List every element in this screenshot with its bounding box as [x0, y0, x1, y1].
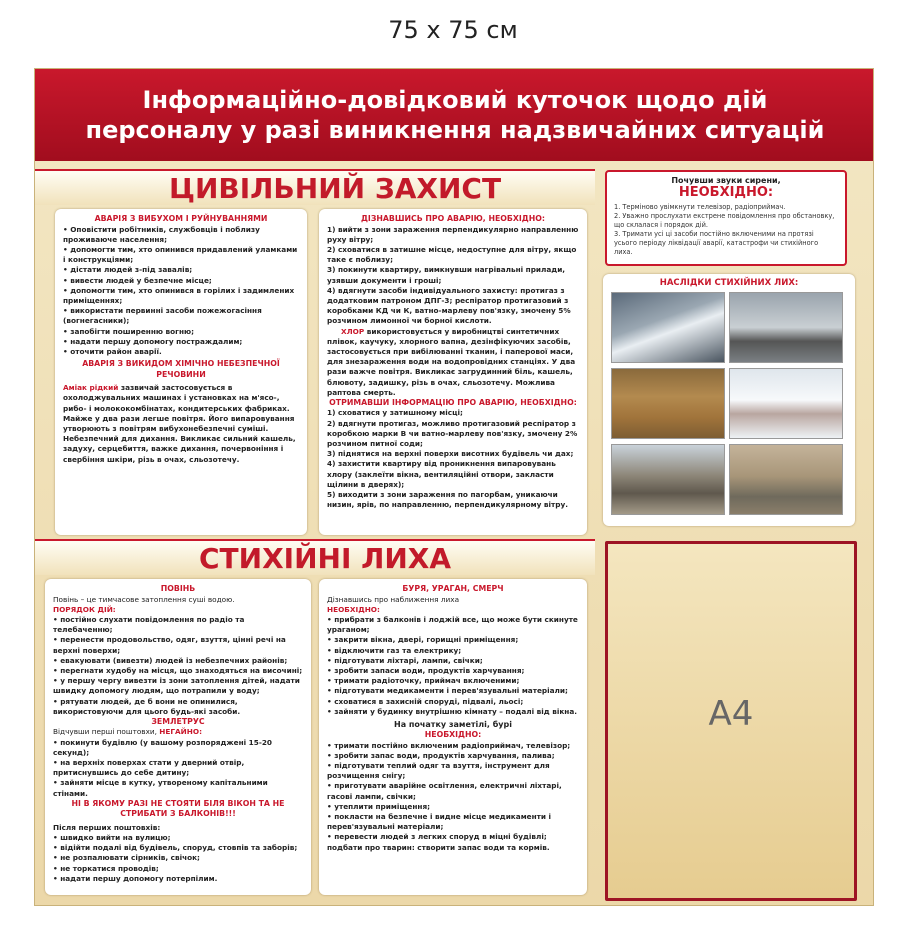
warning-text: НІ В ЯКОМУ РАЗІ НЕ СТОЯТИ БІЛЯ ВІКОН ТА НЕ СТРИБАТИ З БАЛКОНІВ!!!: [71, 798, 285, 819]
ammonia-text: зазвичай застосовується в охолоджувальних машинах і установках на м'ясо-, рибо- і молококомбінатах, кондитерських фабриках. Майже у два рази легше повітря. Його випаровування утворюють з повітрям вибухонебезпечні суміші. Небезпечний для дихання. Викликає сильний кашель, задуху, серцебиття, важке дихання, почервоніння і свербіння шкіри, різь в очах, сльозотечу.: [63, 383, 296, 464]
explosion-panel: [55, 209, 307, 535]
list-item: 4) захистити квартиру від проникнення випаровувань хлору (заклеїти вікна, вентиляційні отвори, закласти щілини в дверях);: [327, 459, 556, 489]
quake-intro: Відчувши перші поштовхи, НЕГАЙНО:: [53, 727, 203, 737]
earthquake-heading: ЗЕМЛЕТРУС: [151, 716, 205, 726]
list-item: • прибрати з балконів і лоджій все, що може бути скинуте ураганом;: [327, 614, 578, 635]
consequences-heading: НАСЛІДКИ СТИХІЙНИХ ЛИХ:: [659, 278, 799, 288]
list-item: • відійти подалі від будівель, споруд, стовпів та заборів;: [53, 843, 298, 853]
blizzard-heading: На початку заметілі, бурі: [394, 719, 512, 729]
accident-list: [327, 225, 579, 327]
siren-title-1: Почувши звуки сирени,: [671, 176, 781, 185]
storm-need: НЕОБХІДНО:: [327, 604, 380, 614]
list-item: • зайняти у будинку внутрішню кімнату – подалі від вікна.: [327, 706, 578, 716]
list-item: • приготувати аварійне освітлення, електричні ліхтарі, гасові лампи, свічки;: [327, 781, 562, 801]
list-item: 3) піднятися на верхні поверхи висотних будівель чи дах;: [327, 449, 574, 459]
info-received-heading: ОТРИМАВШИ ІНФОРМАЦІЮ ПРО АВАРІЮ, НЕОБХІДНО:: [329, 397, 577, 407]
list-item: 1. Терміново увімкнути телевізор, радіоприймач.: [614, 203, 786, 211]
size-label: 75 x 75 см: [388, 16, 518, 44]
flooded-street-photo: [729, 444, 843, 515]
list-item: • запобігти поширенню вогню;: [63, 326, 195, 336]
header-line-2: персоналу у разі виникнення надзвичайних ситуацій: [85, 116, 825, 144]
list-item: • зробити запаси води, продуктів харчування;: [327, 665, 525, 675]
chlorine-word: ХЛОР: [341, 326, 365, 336]
list-item: • підготувати ліхтарі, лампи, свічки;: [327, 655, 483, 665]
chemical-heading: АВАРІЯ З ВИКИДОМ ХІМІЧНО НЕБЕЗПЕЧНОЇ РЕЧОВИНИ: [82, 359, 280, 379]
natural-section-title: СТИХІЙНІ ЛИХА: [35, 539, 595, 575]
list-item: 5) виходити з зони зараження по пагорбам, уникаючи низин, ярів, по направленню, перпендикулярному вітру.: [327, 490, 568, 510]
siren-title-2: НЕОБХІДНО:: [678, 185, 774, 200]
ammonia-word: Аміак рідкий: [63, 383, 119, 393]
list-item: • евакуювати (вивезти) людей із небезпечних районів;: [53, 655, 288, 665]
list-item: • закрити вікна, двері, горищні приміщення;: [327, 635, 519, 645]
list-item: • Оповістити робітників, службовців і поблизу проживаюче населення;: [63, 224, 260, 244]
list-item: • зробити запас води, продуктів харчування, палива;: [327, 750, 555, 760]
list-item: • допомогти тим, хто опинився в горілих і задимлених приміщеннях;: [63, 285, 295, 305]
list-item: • утеплити приміщення;: [327, 801, 431, 811]
list-item: • не торкатися проводів;: [53, 863, 159, 873]
chlorine-text: використовується у виробництві синтетичних плівок, каучуку, хлорного вапна, дезінфікуючих засобів, застосовується при вибілюванні тканин, і паперової маси, для знезараження води на водопровідних станціях. У два рази важче повітря. Викликає загрудинний біль, кашель, блювоту, задишку, різь в очах, сльозотечу. Можлива раптова смерть.: [327, 326, 576, 397]
list-item: • на верхніх поверхах стати у дверний отвір, притиснувшись до себе дитину;: [53, 758, 245, 778]
list-item: 3) покинути квартиру, вимкнувши нагрівальні прилади, узявши документи і гроші;: [327, 265, 566, 285]
list-item: • не розпалювати сірників, свічок;: [53, 853, 200, 863]
list-item: • вивести людей у безпечне місце;: [63, 275, 212, 285]
info-board: [34, 68, 874, 906]
flood-heading: ПОВІНЬ: [160, 584, 196, 593]
list-item: • оточити район аварії.: [63, 346, 162, 356]
list-item: • підготувати теплий одяг та взуття, інструмент для розчищення снігу;: [327, 761, 550, 781]
list-item: • у першу чергу вивезти із зони затоплення дітей, надати швидку допомогу людям, що потрапили у воду;: [53, 676, 300, 696]
list-item: • зайняти місце в кутку, утвореному капітальними стінами.: [53, 778, 268, 798]
blizzard-list: [327, 741, 579, 853]
a4-pocket: [605, 541, 857, 901]
flood-photo: [611, 368, 725, 439]
a4-label: A4: [708, 694, 754, 734]
list-item: • відключити газ та електрику;: [327, 645, 462, 655]
list-item: • використати первинні засоби пожежогасіння (вогнегасники);: [63, 306, 262, 326]
list-item: 1) вийти з зони зараження перпендикулярно направленню руху вітру;: [327, 224, 579, 244]
list-item: 2) сховатися в затишне місце, недоступне для вітру, якщо таке є поблизу;: [327, 244, 577, 265]
explosion-heading: АВАРІЯ З ВИБУХОМ І РУЙНУВАННЯМИ: [94, 214, 268, 223]
list-item: • перевести людей з легких споруд в міцні будівлі; подбати про тварин: створити запас води та кормів.: [327, 832, 550, 852]
list-item: • дістати людей з-під завалів;: [63, 265, 193, 275]
flood-panel: [45, 579, 311, 895]
explosion-list: [63, 225, 299, 358]
list-item: 1) сховатися у затишному місці;: [327, 408, 463, 418]
list-item: • тримати радіоточку, приймач включеними;: [327, 676, 520, 686]
info-received-list: [327, 408, 579, 510]
after-shocks-list: [53, 833, 303, 884]
list-item: • сховатися в захисній споруді, підвалі, льосі;: [327, 696, 524, 706]
list-item: 2. Уважно прослухати екстрене повідомлення про обстановку, що склалася і порядок дій.: [614, 212, 835, 229]
list-item: 3. Тримати усі ці засоби постійно включеними на протязі усього періоду ліквідації аварії, катастрофи чи стихійного лиха.: [614, 230, 819, 256]
accident-panel: [319, 209, 587, 535]
header-line-1: Інформаційно-довідковий куточок щодо дій: [142, 86, 768, 114]
list-item: • надати першу допомогу потерпілим.: [53, 873, 218, 883]
consequences-panel: [603, 274, 855, 526]
list-item: • рятувати людей, де б вони не опинилися, використовуючи для цього будь-які засоби.: [53, 696, 241, 716]
list-item: • тримати постійно включеним радіоприймач, телевізор;: [327, 740, 571, 750]
list-item: • перегнати худобу на місця, що знаходяться на височині;: [53, 665, 303, 675]
earthquake-photo: [611, 444, 725, 515]
board-header: [35, 69, 874, 161]
siren-box: [605, 170, 847, 266]
storm-heading: БУРЯ, УРАГАН, СМЕРЧ: [402, 584, 504, 593]
flood-list: [53, 615, 303, 717]
accident-heading: ДІЗНАВШИСЬ ПРО АВАРІЮ, НЕОБХІДНО:: [360, 214, 545, 223]
list-item: • швидко вийти на вулицю;: [53, 833, 171, 843]
storm-wave-photo: [611, 292, 725, 363]
list-item: 4) вдягнути засоби індивідуального захисту: протигаз з додатковим патроном ДПГ-3; респіратор протигазовий з коробками КД чи К, ватно-марлеву пов'язку, змочену 5% розчином лимонної чи борної кислоти.: [327, 285, 571, 326]
list-item: • допомогти тим, хто опинився придавлений уламками і конструкціями;: [63, 244, 298, 265]
list-item: • підготувати медикаменти і перев'язувальні матеріали;: [327, 686, 568, 696]
snow-car-photo: [729, 368, 843, 439]
flood-intro: Повінь – це тимчасове затоплення суші водою.: [53, 594, 235, 604]
order-heading: ПОРЯДОК ДІЙ:: [53, 604, 116, 614]
after-shocks-heading: Після перших поштовхів:: [53, 822, 161, 832]
ammonia-paragraph: [63, 383, 299, 465]
storm-list: [327, 615, 579, 717]
storm-intro: Дізнавшись про наближення лиха: [327, 594, 460, 604]
list-item: • перенести продовольство, одяг, взуття, цінні речі на верхні поверхи;: [53, 635, 286, 655]
list-item: • покинути будівлю (у вашому розпоряджені 15-20 секунд);: [53, 737, 273, 757]
tornado-photo: [729, 292, 843, 363]
civil-section-title: ЦИВІЛЬНИЙ ЗАХИСТ: [35, 169, 595, 205]
list-item: • надати першу допомогу постраждалим;: [63, 336, 243, 346]
list-item: 2) вдягнути протигаз, можливо протигазовий респіратор з коробкою марки В чи ватно-марлеву пов'язку, змочену 2% розчином питної соди;: [327, 418, 578, 449]
chlorine-paragraph: [327, 327, 579, 398]
storm-panel: [319, 579, 587, 895]
list-item: • покласти на безпечне і видне місце медикаменти і перев'язувальні матеріали;: [327, 812, 552, 832]
list-item: • постійно слухати повідомлення по радіо та телебаченню;: [53, 614, 245, 635]
blizzard-need: НЕОБХІДНО:: [424, 730, 482, 740]
earthquake-list: [53, 738, 303, 799]
